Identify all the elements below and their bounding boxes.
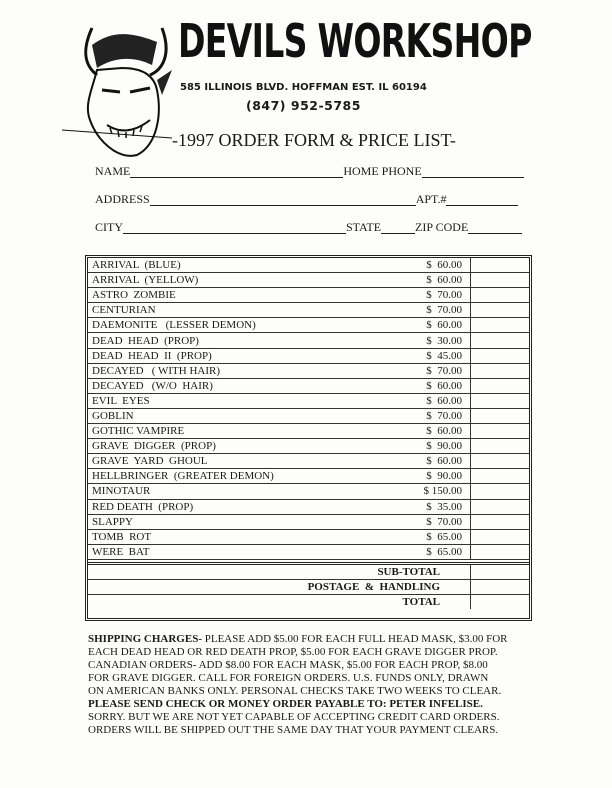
state-label: STATE: [346, 220, 382, 234]
item-quantity-field[interactable]: [471, 303, 530, 318]
item-name: CENTURIAN: [88, 303, 406, 318]
item-name: DEAD HEAD (PROP): [88, 333, 406, 348]
item-name: GRAVE YARD GHOUL: [88, 454, 406, 469]
apt-field[interactable]: [446, 193, 518, 206]
table-row: [88, 318, 529, 333]
shipping-line: EACH DEAD HEAD OR RED DEATH PROP, $5.00 FOR EACH GRAVE DIGGER PROP.: [88, 646, 498, 658]
item-price: $ 30.00: [406, 333, 471, 348]
item-quantity-field[interactable]: [471, 408, 530, 423]
item-quantity-field[interactable]: [471, 318, 530, 333]
item-price: $ 60.00: [406, 318, 471, 333]
item-price: $ 70.00: [406, 363, 471, 378]
item-quantity-field[interactable]: [471, 469, 530, 484]
item-price: $ 60.00: [406, 393, 471, 408]
item-quantity-field[interactable]: [471, 514, 530, 529]
total-label: TOTAL: [402, 596, 440, 609]
item-name: TOMB ROT: [88, 529, 406, 544]
table-row: [88, 393, 529, 408]
item-price: $ 90.00: [406, 469, 471, 484]
item-quantity-field[interactable]: [471, 424, 530, 439]
item-name: GOBLIN: [88, 408, 406, 423]
item-name: GOTHIC VAMPIRE: [88, 424, 406, 439]
table-row: [88, 424, 529, 439]
home-phone-field[interactable]: [422, 165, 524, 178]
credit-card-note: SORRY. BUT WE ARE NOT YET CAPABLE OF ACCEPTING CREDIT CARD ORDERS.: [88, 711, 500, 723]
table-row: [88, 454, 529, 469]
table-row: [88, 258, 529, 273]
table-row: [88, 544, 529, 559]
item-name: ARRIVAL (YELLOW): [88, 273, 406, 288]
item-quantity-field[interactable]: [471, 529, 530, 544]
item-quantity-field[interactable]: [471, 378, 530, 393]
table-row: [88, 408, 529, 423]
item-quantity-field[interactable]: [471, 363, 530, 378]
table-row: [88, 484, 529, 499]
table-row: [88, 273, 529, 288]
payable-note: PLEASE SEND CHECK OR MONEY ORDER PAYABLE TO: PETER INFELISE.: [88, 698, 483, 710]
subtotal-field[interactable]: [471, 563, 530, 579]
table-row: [88, 469, 529, 484]
table-row: [88, 378, 529, 393]
shipping-line: FOR GRAVE DIGGER. CALL FOR FOREIGN ORDERS. U.S. FUNDS ONLY, DRAWN: [88, 672, 489, 684]
subtotal-row: [88, 563, 529, 579]
form-heading: -1997 ORDER FORM & PRICE LIST-: [172, 130, 456, 150]
home-phone-label: HOME PHONE: [343, 164, 422, 178]
item-name: ASTRO ZOMBIE: [88, 288, 406, 303]
item-price: $ 65.00: [406, 529, 471, 544]
item-quantity-field[interactable]: [471, 544, 530, 559]
postage-field[interactable]: [471, 579, 530, 594]
table-row: [88, 499, 529, 514]
item-name: DECAYED (W/O HAIR): [88, 378, 406, 393]
item-quantity-field[interactable]: [471, 273, 530, 288]
item-price: $ 70.00: [406, 408, 471, 423]
item-price: $ 60.00: [406, 454, 471, 469]
item-price: $ 60.00: [406, 424, 471, 439]
table-row: [88, 529, 529, 544]
item-quantity-field[interactable]: [471, 288, 530, 303]
item-quantity-field[interactable]: [471, 258, 530, 273]
name-field[interactable]: [130, 165, 343, 178]
devil-head-logo: [62, 20, 172, 165]
item-quantity-field[interactable]: [471, 393, 530, 408]
item-quantity-field[interactable]: [471, 333, 530, 348]
apt-label: APT.#: [415, 192, 447, 206]
zip-field[interactable]: [468, 221, 522, 234]
item-price: $ 60.00: [406, 378, 471, 393]
shipping-info: [88, 633, 608, 737]
item-price: $ 150.00: [406, 484, 471, 499]
shipping-label: SHIPPING CHARGES-: [88, 633, 205, 645]
table-row: [88, 348, 529, 363]
item-price: $ 70.00: [406, 303, 471, 318]
shipping-line: PLEASE ADD $5.00 FOR EACH FULL HEAD MASK, $3.00 FOR: [204, 633, 508, 645]
shipping-line: CANADIAN ORDERS- ADD $8.00 FOR EACH MASK, $5.00 FOR EACH PROP, $8.00: [88, 659, 488, 671]
table-row: [88, 303, 529, 318]
postage-label: POSTAGE & HANDLING: [88, 579, 471, 594]
item-name: HELLBRINGER (GREATER DEMON): [88, 469, 406, 484]
shipping-time-note: ORDERS WILL BE SHIPPED OUT THE SAME DAY THAT YOUR PAYMENT CLEARS.: [88, 724, 499, 736]
item-name: GRAVE DIGGER (PROP): [88, 439, 406, 454]
address-label: ADDRESS: [95, 192, 150, 206]
store-address: 585 ILLINOIS BLVD. HOFFMAN EST. IL 60194: [180, 82, 427, 93]
state-field[interactable]: [381, 221, 415, 234]
item-price: $ 60.00: [406, 273, 471, 288]
item-name: DAEMONITE (LESSER DEMON): [88, 318, 406, 333]
table-row: [88, 439, 529, 454]
city-row: [95, 220, 522, 235]
item-price: $ 70.00: [406, 514, 471, 529]
item-name: EVIL EYES: [88, 393, 406, 408]
total-row: [88, 595, 529, 610]
zip-label: ZIP CODE: [415, 220, 469, 234]
item-quantity-field[interactable]: [471, 484, 530, 499]
item-name: MINOTAUR: [88, 484, 406, 499]
shipping-line: ON AMERICAN BANKS ONLY. PERSONAL CHECKS TAKE TWO WEEKS TO CLEAR.: [88, 685, 502, 697]
item-name: RED DEATH (PROP): [88, 499, 406, 514]
subtotal-label: SUB-TOTAL: [88, 563, 471, 579]
item-price: $ 65.00: [406, 544, 471, 559]
item-price: $ 35.00: [406, 499, 471, 514]
item-name: SLAPPY: [88, 514, 406, 529]
table-row: [88, 288, 529, 303]
item-quantity-field[interactable]: [471, 499, 530, 514]
city-label: CITY: [95, 220, 123, 234]
item-price: $ 60.00: [406, 258, 471, 273]
item-quantity-field[interactable]: [471, 439, 530, 454]
item-quantity-field[interactable]: [471, 454, 530, 469]
item-price: $ 90.00: [406, 439, 471, 454]
item-price: $ 45.00: [406, 348, 471, 363]
item-quantity-field[interactable]: [471, 348, 530, 363]
brand-title: DEVILS WORKSHOP: [178, 14, 532, 68]
item-name: ARRIVAL (BLUE): [88, 258, 406, 273]
item-name: DECAYED ( WITH HAIR): [88, 363, 406, 378]
name-label: NAME: [95, 164, 131, 178]
address-row: [95, 192, 518, 207]
total-field[interactable]: [471, 595, 530, 610]
table-row: [88, 333, 529, 348]
price-list-table: [85, 255, 532, 621]
address-field[interactable]: [150, 193, 416, 206]
name-row: [95, 164, 524, 179]
item-price: $ 70.00: [406, 288, 471, 303]
item-name: WERE BAT: [88, 544, 406, 559]
item-name: DEAD HEAD II (PROP): [88, 348, 406, 363]
postage-row: [88, 579, 529, 594]
city-field[interactable]: [123, 221, 346, 234]
store-phone: (847) 952-5785: [246, 98, 361, 113]
table-row: [88, 363, 529, 378]
table-row: [88, 514, 529, 529]
